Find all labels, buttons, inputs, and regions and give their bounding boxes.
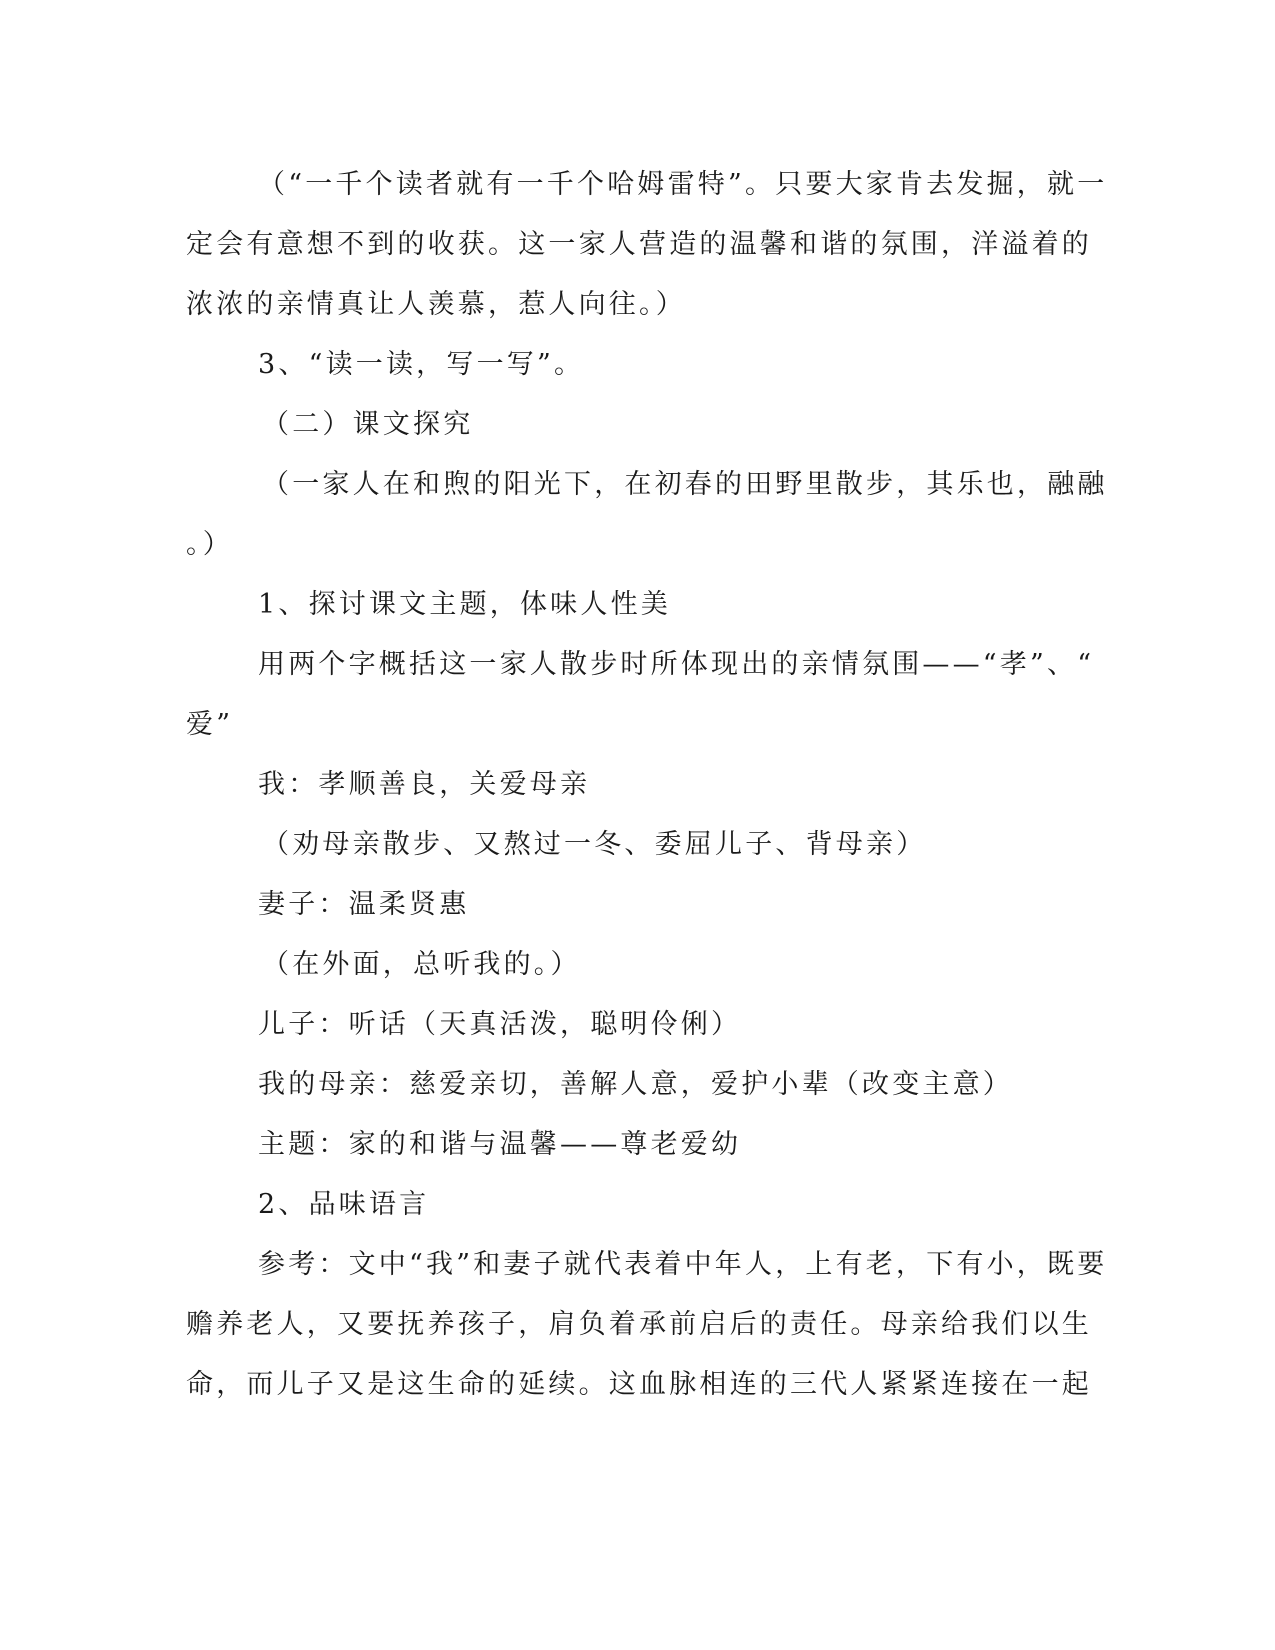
text-line-9: 用两个字概括这一家人散步时所体现出的亲情氛围——“孝”、“ xyxy=(258,649,1095,680)
section-heading-1: 1、探讨课文主题，体味人性美 xyxy=(258,589,671,620)
text-line-11: 我：孝顺善良，关爱母亲 xyxy=(258,769,591,800)
text-line-20: 赡养老人，又要抚养孩子，肩负着承前启后的责任。母亲给我们以生 xyxy=(186,1309,1092,1340)
section-heading-exploration: （二）课文探究 xyxy=(262,409,474,440)
text-line-15: 儿子：听话（天真活泼，聪明伶俐） xyxy=(258,1009,742,1040)
text-line-7: 。） xyxy=(186,529,233,560)
text-line-12: （劝母亲散步、又熬过一冬、委屈儿子、背母亲） xyxy=(262,829,927,860)
text-line-16: 我的母亲：慈爱亲切，善解人意，爱护小辈（改变主意） xyxy=(258,1069,1013,1100)
text-line-13: 妻子：温柔贤惠 xyxy=(258,889,470,920)
text-line-21: 命，而儿子又是这生命的延续。这血脉相连的三代人紧紧连接在一起 xyxy=(186,1369,1092,1400)
text-line-10: 爱” xyxy=(186,709,234,740)
text-line-14: （在外面，总听我的。） xyxy=(262,949,581,980)
section-heading-2: 2、品味语言 xyxy=(258,1189,430,1220)
text-line-17: 主题：家的和谐与温馨——尊老爱幼 xyxy=(258,1129,742,1160)
section-heading-3: 3、“读一读，写一写”。 xyxy=(258,349,585,380)
text-line-6: （一家人在和煦的阳光下，在初春的田野里散步，其乐也，融融 xyxy=(262,469,1108,500)
text-line-19: 参考：文中“我”和妻子就代表着中年人，上有老，下有小，既要 xyxy=(258,1249,1108,1280)
text-line-1: （“一千个读者就有一千个哈姆雷特”。只要大家肯去发掘，就一 xyxy=(258,169,1108,200)
text-line-2: 定会有意想不到的收获。这一家人营造的温馨和谐的氛围，洋溢着的 xyxy=(186,229,1092,260)
text-line-3: 浓浓的亲情真让人羡慕，惹人向往。） xyxy=(186,289,686,320)
